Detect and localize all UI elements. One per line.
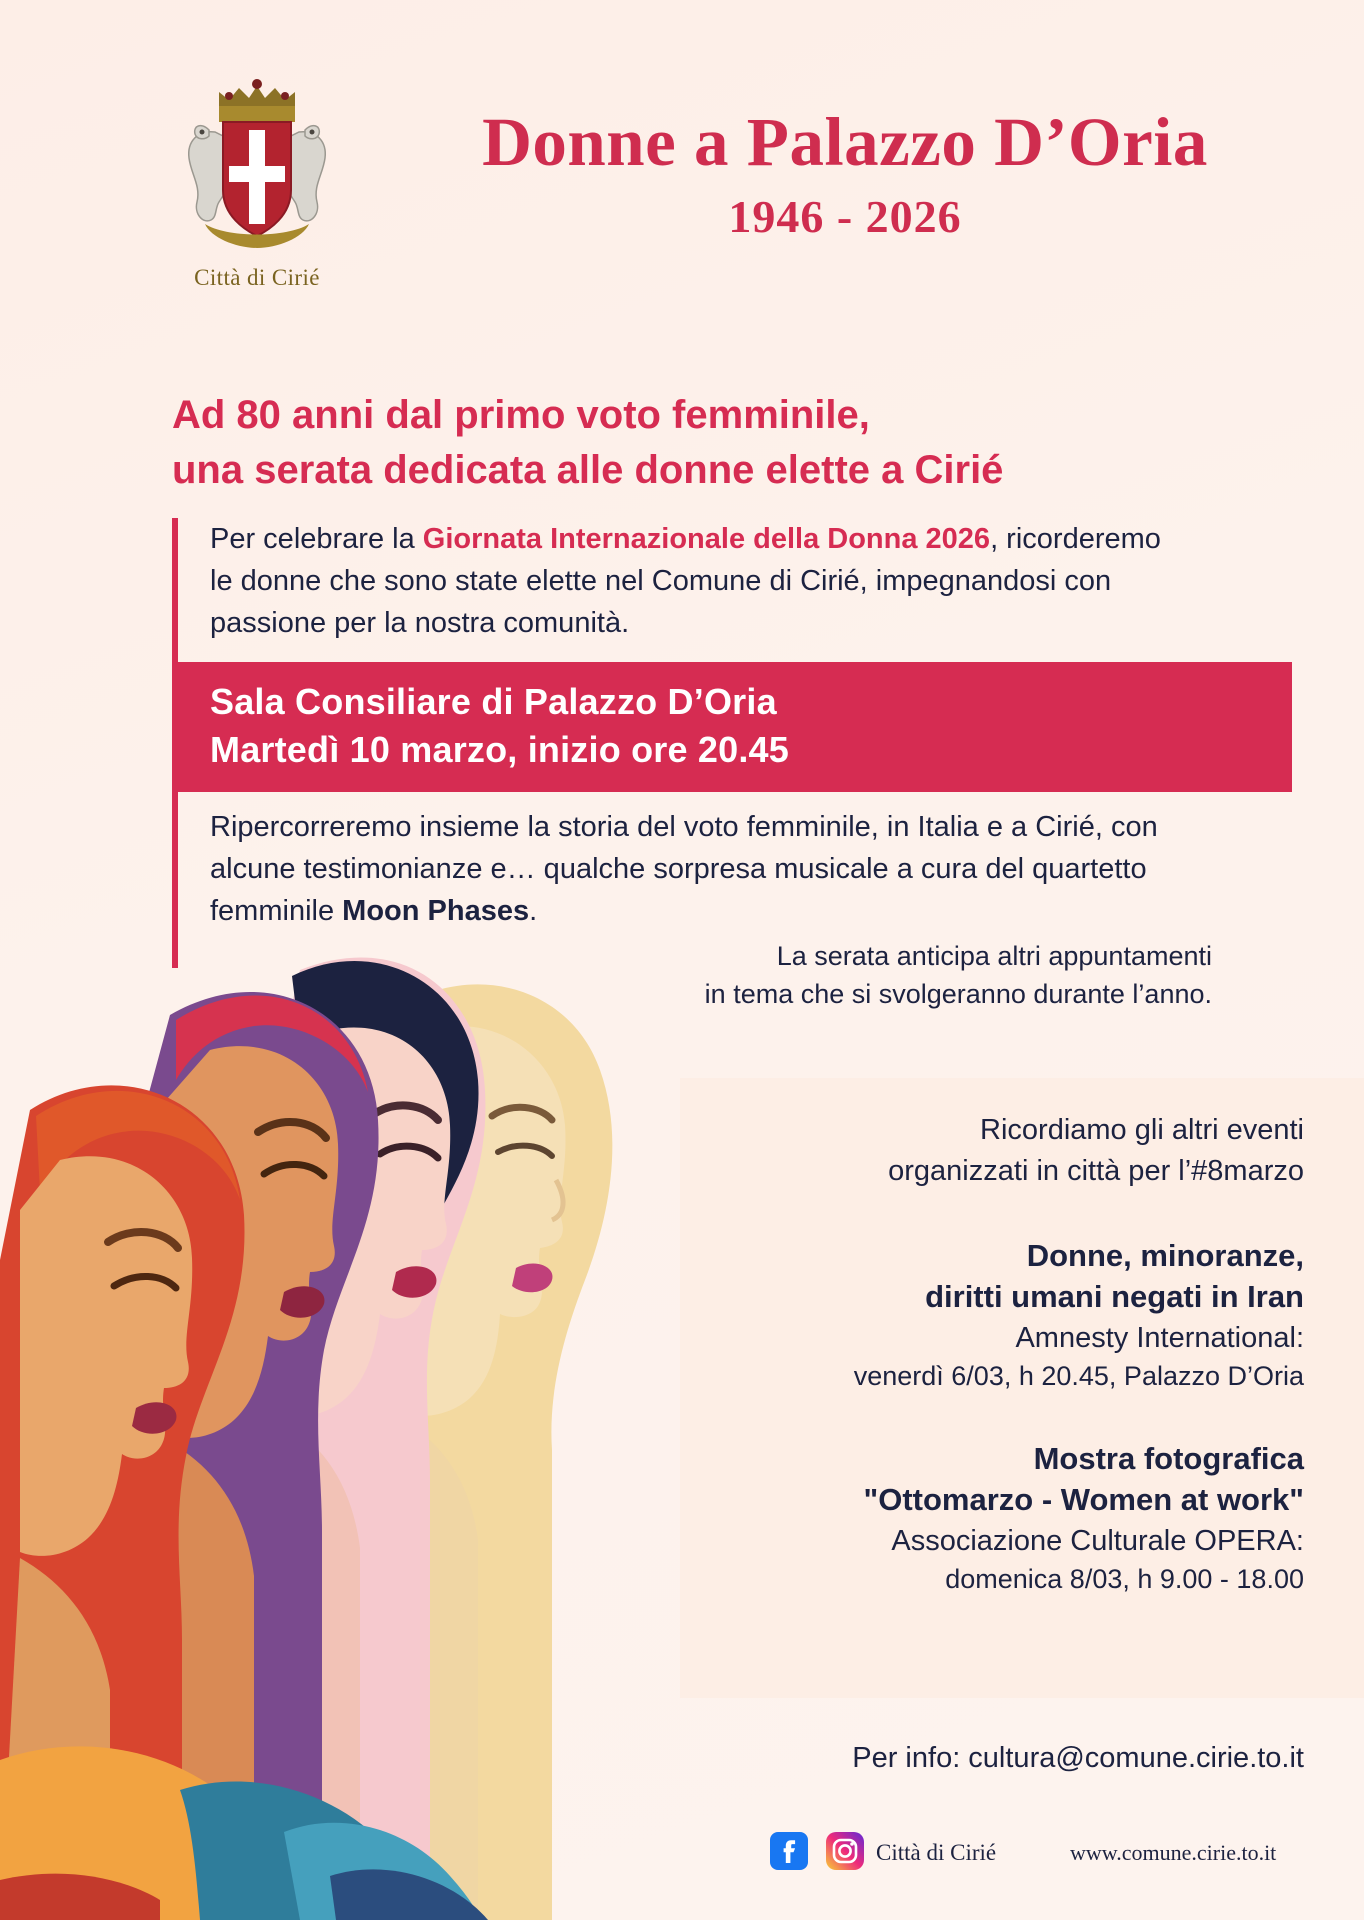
headline-line-1: Ad 80 anni dal primo voto femminile, (172, 393, 870, 437)
banner-venue: Sala Consiliare di Palazzo D’Oria (210, 681, 777, 722)
description-part-2: . (529, 895, 538, 928)
other-events-intro-line-2: organizzati in città per l’#8marzo (888, 1155, 1304, 1188)
event-item (684, 1439, 1304, 1598)
body-column (172, 518, 1292, 1009)
event-when: venerdì 6/03, h 20.45, Palazzo D’Oria (853, 1361, 1304, 1392)
city-crest-icon (157, 78, 357, 263)
crest-caption: Città di Cirié (194, 265, 320, 290)
event-item (684, 1236, 1304, 1395)
note-line-2: in tema che si svolgeranno durante l’anno. (704, 978, 1212, 1009)
footer (770, 1832, 1330, 1882)
contact-info: Per info: cultura@comune.cirie.to.it (852, 1742, 1304, 1774)
website-url[interactable]: www.comune.cirie.to.it (1070, 1840, 1277, 1865)
intro-paragraph (210, 518, 1170, 644)
other-events-intro-line-1: Ricordiamo gli altri eventi (980, 1114, 1304, 1146)
other-events-content (684, 1110, 1304, 1599)
event-title-line-1: Mostra fotografica (1033, 1441, 1304, 1477)
women-profiles-illustration (0, 780, 700, 1920)
intro-highlight: Giornata Internazionale della Donna 2026 (422, 523, 991, 555)
poster-header (0, 78, 1364, 308)
banner-datetime: Martedì 10 marzo, inizio ore 20.45 (210, 728, 790, 770)
headline-line-2: una serata dedicata alle donne elette a Cirié (172, 448, 1004, 493)
event-title-line-1: Donne, minoranze, (1026, 1238, 1304, 1274)
crest-block (152, 78, 362, 291)
intro-part-1: Per celebrare la (210, 523, 423, 555)
headline (172, 388, 1252, 498)
intro-part-2: , ricorderemo le donne che sono state elette nel Comune di Cirié, impegnandosi con passione per la nostra comunità. (210, 523, 1161, 640)
event-when: domenica 8/03, h 9.00 - 18.00 (945, 1564, 1304, 1595)
description-part-1: Ripercorreremo insieme la storia del voto femminile, in Italia e a Cirié, con alcune testimonianze e… qualche sorpresa musicale a cura del quartetto femminile (210, 811, 1158, 928)
description-bold: Moon Phases (342, 895, 530, 928)
event-title-line-2: diritti umani negati in Iran (925, 1279, 1304, 1315)
note-line-1: La serata anticipa altri appuntamenti (776, 941, 1212, 971)
event-organizer: Associazione Culturale OPERA: (891, 1525, 1304, 1558)
event-organizer: Amnesty International: (1015, 1322, 1304, 1355)
poster-title: Donne a Palazzo D’Oria (482, 104, 1208, 180)
facebook-icon[interactable] (770, 1832, 808, 1870)
event-title-line-2: "Ottomarzo - Women at work" (863, 1482, 1304, 1518)
other-events-intro (684, 1110, 1304, 1192)
poster-years: 1946 - 2026 (728, 191, 962, 243)
title-block (380, 106, 1310, 243)
instagram-icon[interactable] (826, 1832, 864, 1870)
social-handle: Città di Cirié (876, 1840, 997, 1865)
event-banner (172, 662, 1292, 792)
